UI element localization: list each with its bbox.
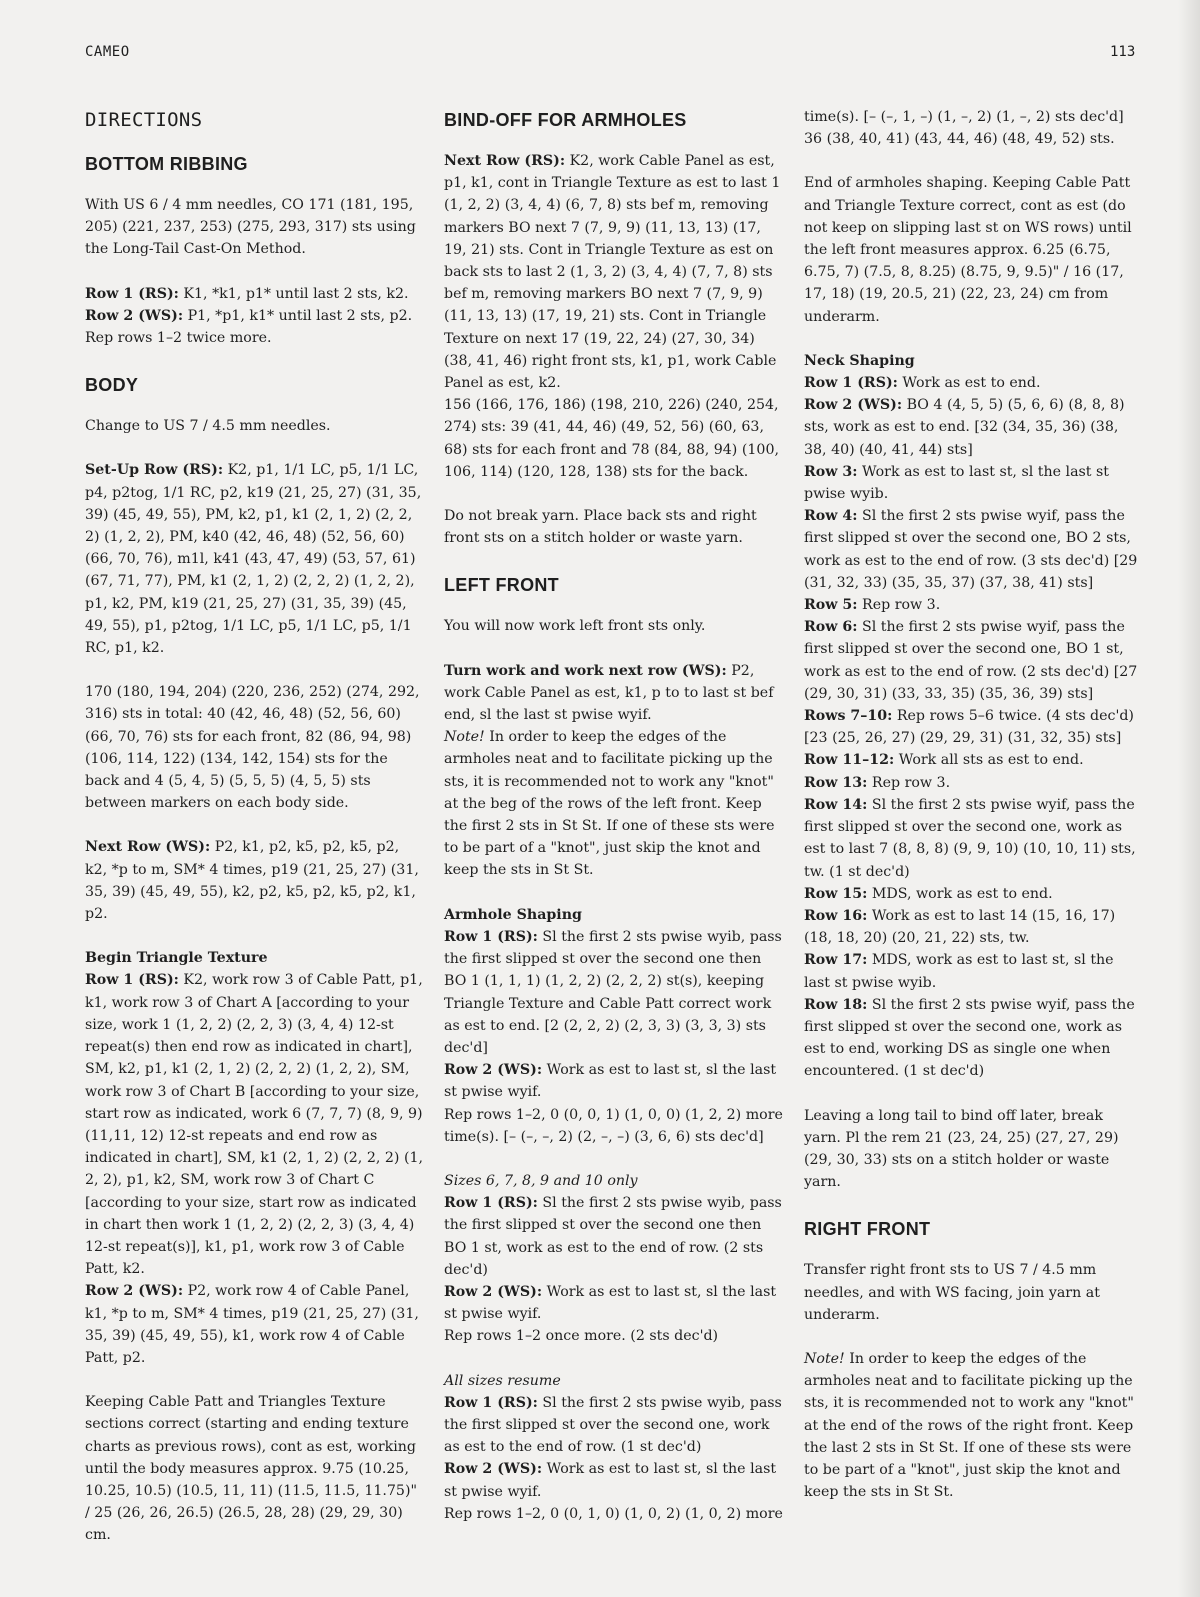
note-text: In order to keep the edges of the armholes neat and to facilitate picking up the sts, it is recommended not to work any "knot" at the beg of the rows of the left front. Keep the first 2 sts in St St. If one of these sts were to be part of a "knot", just skip the knot and keep the sts in St St.	[444, 729, 775, 879]
row-label: Row 2 (WS):	[444, 1461, 543, 1478]
armhole-shaping-heading: Armhole Shaping	[444, 906, 582, 923]
neck-row-4	[804, 505, 1144, 594]
row-text: P1, *p1, k1* until last 2 sts, p2.	[183, 307, 413, 324]
row-label: Row 17:	[804, 952, 868, 969]
page-number: 113	[1110, 44, 1136, 60]
row-text: Work as est to last st, sl the last st pwise wyif.	[444, 1283, 777, 1323]
ribbing-repeat: Rep rows 1–2 twice more.	[85, 330, 272, 347]
row-label: Row 1 (RS):	[85, 285, 179, 302]
neck-row-16	[804, 905, 1144, 949]
row-label: Row 2 (WS):	[804, 397, 903, 414]
neck-row-2	[804, 394, 1144, 461]
transfer-paragraph: Transfer right front sts to US 7 / 4.5 mm needles, and with WS facing, join yarn at underarm.	[804, 1262, 1100, 1323]
row-label: Row 1 (RS):	[444, 1394, 538, 1411]
row-label: Row 15:	[804, 885, 868, 902]
ribbing-paragraph: With US 6 / 4 mm needles, CO 171 (181, 195, 205) (221, 237, 253) (275, 293, 317) sts using the Long-Tail Cast-On Method.	[85, 197, 416, 258]
row-text: Sl the first 2 sts pwise wyib, pass the first slipped st over the second one then BO 1 st, work as est to the end of row. (2 sts dec'd)	[444, 1195, 782, 1278]
note-label: Note!	[444, 729, 485, 746]
row-label: Row 11–12:	[804, 752, 895, 769]
row-text: Rep row 3.	[867, 774, 951, 791]
setup-row	[85, 459, 425, 659]
end-armholes-paragraph: End of armholes shaping. Keeping Cable Patt and Triangle Texture correct, cont as est (do not keep on slipping last st on WS rows) until the left front measures approx. 6.25 (6.75, 6.75, 7) (7.5, 8, 8.25) (8.75, 9, 9.5)" / 16 (17, 17, 18) (19, 20.5, 21) (22, 23, 24) cm from underarm.	[804, 175, 1132, 325]
row-text: P2, work Cable Panel as est, k1, p to to last st bef end, sl the last st pwise wyif.	[444, 662, 774, 724]
right-front-note	[804, 1348, 1144, 1503]
armhole-repeat: Rep rows 1–2, 0 (0, 0, 1) (1, 0, 0) (1, 2, 2) more time(s). [– (–, –, 2) (2, –, –) (3, 6, 6) sts dec'd]	[444, 1106, 783, 1145]
row-text: Work all sts as est to end.	[894, 752, 1084, 769]
row-text: P2, work row 4 of Cable Panel, k1, *p to m, SM* 4 times, p19 (21, 25, 27) (31, 35, 39) (45, 49, 55), k1, work row 4 of Cable Patt, p2.	[85, 1283, 419, 1366]
column-left	[85, 106, 425, 1547]
row-text: K1, *k1, p1* until last 2 sts, k2.	[178, 285, 409, 302]
neck-row-5	[804, 594, 1144, 616]
left-front-note	[444, 726, 784, 881]
row-label: Turn work and work next row (WS):	[444, 662, 727, 679]
row-label: Row 1 (RS):	[444, 928, 538, 945]
row-text: Work as est to last st, sl the last st pwise wyif.	[444, 1062, 777, 1101]
sizes-row-2	[444, 1281, 784, 1325]
row-text: P2, k1, p2, k5, p2, k5, p2, k2, *p to m, SM* 4 times, p19 (21, 25, 27) (31, 35, 39) (45, 49, 55), k2, p2, k5, p2, k5, p2, k1, p2.	[85, 839, 419, 923]
row-label: Row 6:	[804, 619, 858, 636]
left-front-intro: You will now work left front sts only.	[444, 618, 706, 635]
do-not-break-paragraph: Do not break yarn. Place back sts and right front sts on a stitch holder or waste yarn.	[444, 508, 757, 547]
all-sizes-row-2	[444, 1458, 784, 1502]
sizes-repeat: Rep rows 1–2 once more. (2 sts dec'd)	[444, 1328, 719, 1345]
row-text: K2, p1, 1/1 LC, p5, 1/1 LC, p4, p2tog, 1/1 RC, p2, k19 (21, 25, 27) (31, 35, 39) (45, 49, 55), PM, k2, p1, k1 (2, 1, 2) (2, 2, 2) (1, 2, 2), PM, k40 (42, 46, 48) (52, 56, 60) (66, 70, 76), m1l, k41 (43, 47, 49) (53, 57, 61) (67, 71, 77), PM, k1 (2, 1, 2) (2, 2, 2) (1, 2, 2), p1, k2, PM, k19 (21, 25, 27) (31, 35, 39) (45, 49, 55), p1, p2tog, 1/1 LC, p5, 1/1 LC, p5, 1/1 RC, p1, k2.	[85, 462, 422, 657]
all-sizes-heading	[444, 1370, 784, 1392]
row-label: Row 2 (WS):	[85, 307, 184, 324]
row-label: Row 1 (RS):	[444, 1195, 538, 1212]
bottom-ribbing-heading: BOTTOM RIBBING	[85, 154, 248, 174]
row-label: Row 13:	[804, 774, 868, 791]
row-text: Sl the first 2 sts pwise wyif, pass the first slipped st over the second one, work as est to end, working DS as single one when encountered. (1 st dec'd)	[804, 996, 1135, 1080]
row-text: K2, work Cable Panel as est, p1, k1, cont in Triangle Texture as est to last 1 (1, 2, 2) (3, 4, 4) (6, 7, 8) sts bef m, removing markers BO next 7 (7, 9, 9) (11, 13, 13) (17, 19, 21) sts. Cont in Triangle Texture as est on back sts to last 2 (1, 3, 2) (3, 4, 4) (7, 7, 8) sts bef m, removing markers BO next 7 (7, 9, 9) (11, 13, 13) (17, 19, 21) sts. Cont in Triangle Texture on next 17 (19, 22, 24) (27, 30, 34) (38, 41, 46) right front sts, k1, p1, work Cable Panel as est, k2.	[444, 153, 781, 392]
row-text: Sl the first 2 sts pwise wyif, pass the first slipped st over the second one, BO 2 sts, work as est to the end of row. (3 sts dec'd) [29 (31, 32, 33) (35, 35, 37) (37, 38, 41) sts]	[804, 508, 1138, 591]
row-label: Rows 7–10:	[804, 708, 893, 725]
row-text: Sl the first 2 sts pwise wyif, pass the first slipped st over the second one, work as est to last 7 (8, 8, 8) (9, 9, 10) (10, 10, 11) sts, tw. (1 st dec'd)	[804, 796, 1136, 880]
row-text: Work as est to end.	[897, 375, 1041, 392]
neck-shaping-heading: Neck Shaping	[804, 352, 915, 369]
all-sizes-row-1	[444, 1392, 784, 1459]
row-label: Row 2 (WS):	[85, 1283, 184, 1300]
row-text: Work as est to last 14 (15, 16, 17) (18, 18, 20) (20, 21, 22) sts, tw.	[804, 907, 1116, 947]
row-label: Row 3:	[804, 463, 858, 480]
neck-row-3	[804, 461, 1144, 505]
right-front-heading: RIGHT FRONT	[804, 1219, 931, 1240]
stitch-count-paragraph: 156 (166, 176, 186) (198, 210, 226) (240, 254, 274) sts: 39 (41, 44, 46) (49, 52, 56) (60, 63, 68) sts for each front and 78 (84, 88, 94) (100, 106, 114) (120, 128, 138) sts for the back.	[444, 397, 779, 480]
page-edge-shadow	[1178, 0, 1200, 1597]
note-label: Note!	[804, 1350, 845, 1367]
neck-row-13	[804, 772, 1144, 794]
next-row-ws	[85, 836, 425, 925]
bind-off-heading: BIND-OFF FOR ARMHOLES	[444, 110, 687, 130]
row-text: Sl the first 2 sts pwise wyif, pass the first slipped st over the second one, BO 1 st, work as est to the end of row. (2 sts dec'd) [27 (29, 30, 31) (33, 33, 35) (35, 36, 39) sts]	[804, 619, 1138, 702]
row-text: K2, work row 3 of Cable Patt, p1, k1, work row 3 of Chart A [according to your size, work 1 (1, 2, 2) (2, 2, 3) (3, 4, 4) 12-st repeat(s) then end row as indicated in chart], SM, k2, p1, k1 (2, 1, 2) (2, 2, 2) (1, 2, 2), SM, work row 3 of Chart B [according to your size, start row as indicated, work 6 (7, 7, 7) (8, 9, 9) (11,11, 12) 12-st repeats and end row as indicated in chart], SM, k1 (2, 1, 2) (2, 2, 2) (1, 2, 2), p1, k2, SM, work row 3 of Chart C [according to your size, start row as indicated in chart then work 1 (1, 2, 2) (2, 2, 3) (3, 4, 4) 12-st repeat(s)], k1, p1, work row 3 of Cable Patt, k2.	[85, 972, 424, 1278]
column-middle	[444, 106, 784, 1525]
ribbing-row-1	[85, 283, 425, 305]
sizes-heading-text: Sizes 6, 7, 8, 9 and 10 only	[444, 1172, 638, 1189]
column-right	[804, 106, 1144, 1503]
row-text: Work as est to last st, sl the last st pwise wyib.	[804, 463, 1109, 503]
row-label: Row 16:	[804, 907, 868, 924]
times-continuation: time(s). [– (–, 1, –) (1, –, 2) (1, –, 2) sts dec'd] 36 (38, 40, 41) (43, 44, 46) (48, 49, 52) sts.	[804, 109, 1124, 148]
triangle-row-1	[85, 969, 425, 1280]
row-label: Row 1 (RS):	[85, 972, 179, 989]
row-label: Row 2 (WS):	[444, 1062, 543, 1079]
row-label: Next Row (RS):	[444, 153, 566, 169]
row-text: MDS, work as est to end.	[867, 885, 1053, 902]
neck-row-14	[804, 794, 1144, 883]
row-label: Row 5:	[804, 597, 858, 614]
row-text: Sl the first 2 sts pwise wyib, pass the first slipped st over the second one, work as est to the end of row. (1 st dec'd)	[444, 1394, 782, 1456]
bindoff-next-row	[444, 150, 784, 394]
row-label: Next Row (WS):	[85, 839, 211, 856]
neck-row-17	[804, 949, 1144, 993]
row-text: MDS, work as est to last st, sl the last st pwise wyib.	[804, 952, 1114, 991]
neck-rows-7-10	[804, 705, 1144, 749]
neck-rows-11-12	[804, 749, 1144, 771]
keeping-pattern-paragraph: Keeping Cable Patt and Triangles Texture sections correct (starting and ending texture charts as previous rows), cont as est, working until the body measures approx. 9.75 (10.25, 10.25, 10.5) (10.5, 11, 11) (11.5, 11.5, 11.75)" / 25 (26, 26, 26.5) (26.5, 28, 28) (29, 29, 30) cm.	[85, 1394, 418, 1544]
ribbing-row-2	[85, 305, 425, 327]
row-label: Row 18:	[804, 996, 868, 1013]
row-label: Row 2 (WS):	[444, 1283, 543, 1300]
leaving-tail-paragraph: Leaving a long tail to bind off later, break yarn. Pl the rem 21 (23, 24, 25) (27, 27, 29) (29, 30, 33) sts on a stitch holder or waste yarn.	[804, 1107, 1119, 1191]
left-front-heading: LEFT FRONT	[444, 575, 559, 596]
neck-row-18	[804, 994, 1144, 1083]
all-sizes-heading-text: All sizes resume	[444, 1372, 561, 1389]
armhole-row-2	[444, 1059, 784, 1103]
stitch-total-paragraph: 170 (180, 194, 204) (220, 236, 252) (274, 292, 316) sts in total: 40 (42, 46, 48) (52, 56, 60) (66, 70, 76) sts for each front, 82 (86, 94, 98) (106, 114, 122) (134, 142, 154) sts for the back and 4 (5, 4, 5) (5, 5, 5) (4, 5, 5) sts between markers on each body side.	[85, 684, 420, 812]
row-text: Sl the first 2 sts pwise wyib, pass the first slipped st over the second one then BO 1 (1, 1, 1) (1, 2, 2) (2, 2, 2) st(s), keeping Triangle Texture and Cable Patt correct work as est to end. [2 (2, 2, 2) (2, 3, 3) (3, 3, 3) sts dec'd]	[444, 928, 782, 1056]
sizes-heading	[444, 1170, 784, 1192]
neck-row-6	[804, 616, 1144, 705]
running-header-title: CAMEO	[85, 44, 130, 60]
row-text: BO 4 (4, 5, 5) (5, 6, 6) (8, 8, 8) sts, work as est to end. [32 (34, 35, 36) (38, 38, 40) (40, 41, 44) sts]	[804, 397, 1125, 458]
neck-row-1	[804, 372, 1144, 394]
armhole-row-1	[444, 926, 784, 1059]
row-text: Rep rows 5–6 twice. (4 sts dec'd) [23 (25, 26, 27) (29, 29, 31) (31, 32, 35) sts]	[804, 708, 1134, 747]
needle-change-paragraph: Change to US 7 / 4.5 mm needles.	[85, 418, 331, 435]
row-label: Row 4:	[804, 508, 858, 525]
row-text: Rep row 3.	[857, 597, 941, 614]
turn-work-row	[444, 660, 784, 727]
neck-row-15	[804, 883, 1144, 905]
body-heading: BODY	[85, 375, 139, 396]
note-text: In order to keep the edges of the armholes neat and to facilitate picking up the sts, it is recommended not to work any "knot" at the end of the rows of the right front. Keep the last 2 sts in St St. If one of these sts were to be part of a "knot", just skip the knot and keep the sts in St St.	[804, 1350, 1134, 1501]
sizes-row-1	[444, 1192, 784, 1281]
all-sizes-repeat: Rep rows 1–2, 0 (0, 1, 0) (1, 0, 2) (1, 0, 2) more	[444, 1505, 783, 1522]
triangle-texture-heading: Begin Triangle Texture	[85, 950, 268, 967]
row-label: Set-Up Row (RS):	[85, 462, 224, 479]
triangle-row-2	[85, 1280, 425, 1369]
directions-heading: DIRECTIONS	[85, 109, 203, 131]
row-label: Row 14:	[804, 796, 868, 813]
row-label: Row 1 (RS):	[804, 375, 898, 392]
row-text: Work as est to last st, sl the last st pwise wyif.	[444, 1461, 777, 1500]
